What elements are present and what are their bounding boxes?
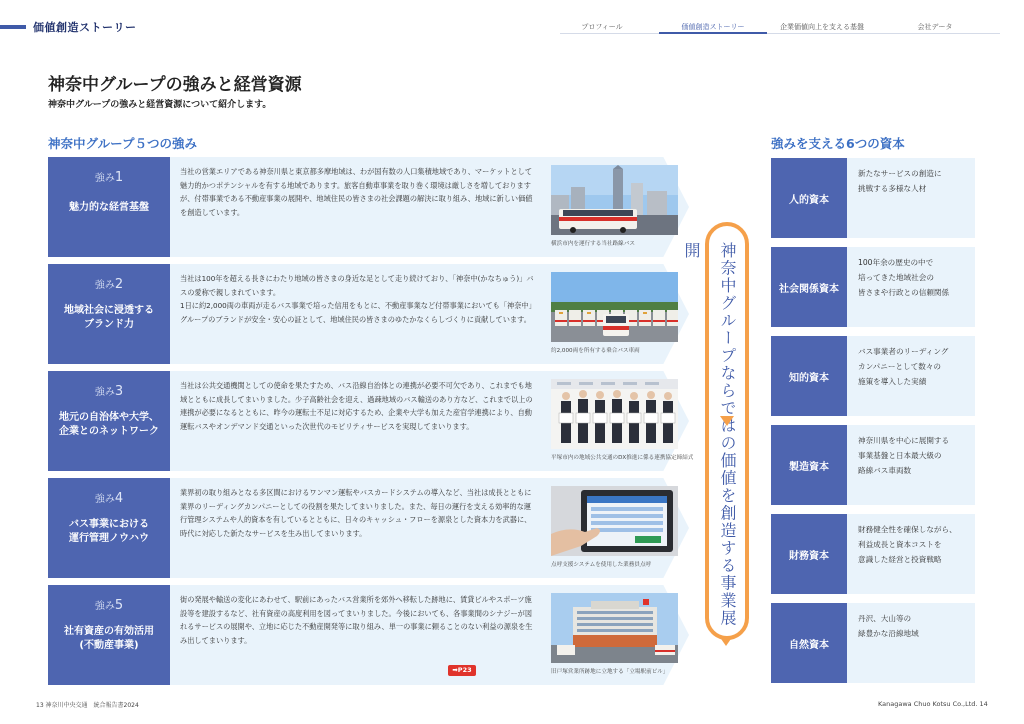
photo-caption: 約2,000両を所有する乗合バス車両: [551, 348, 640, 354]
strength-description: 業界初の取り組みとなる多区間におけるワンマン運転やバスカードシステムの導入など、当社は成長とともに業界のリーディングカンパニーとしての役割を果たしてまいりました。また、毎日の運行を支える効率的な運行管理システムや人的資本を有しているとともに、日々のキャッシュ・フローを源泉とした資本力を武器に、時代に対応した新たなサービスを生み出してまいります。: [180, 488, 532, 538]
capital-label: 財務資本: [771, 514, 847, 594]
capital-label: 自然資本: [771, 603, 847, 683]
capital-label: 製造資本: [771, 425, 847, 505]
photo-caption: 旧戸塚営業所跡地に立地する「立場駅前ビル」: [551, 669, 669, 675]
strengths-heading: 神奈中グループ５つの強み: [48, 136, 198, 151]
capitals-heading: 強みを支える6つの資本: [771, 136, 905, 151]
strength-description: 当社は100年を超える長きにわたり地域の皆さまの身近な足として走り続けており、「神奈中(かなちゅう)」バスの愛称で親しまれています。 1日に約2,000両の車両が走るバス事業で培った信用をもとに、不動産事業など付帯事業においても「神奈中」グループのブランドが安全・安心の証として、地域住民の皆さまのゆたかなくらしづくりに貢献しています。: [180, 274, 536, 324]
capital-description-box: [847, 425, 975, 505]
footer-left: 13 神奈川中央交通 統合報告書2024: [36, 702, 139, 709]
roll-call-system-photo: [551, 486, 678, 556]
strength-label-box: [48, 585, 170, 685]
nav-profile[interactable]: プロフィール: [581, 23, 623, 31]
capital-description-box: [847, 336, 975, 416]
capital-description: バス事業者のリーディング カンパニーとして数々の 施策を導入した実績: [858, 347, 949, 386]
strength-label-box: [48, 371, 170, 471]
strength-name: 社有資産の有効活用 (不動産事業): [64, 626, 154, 651]
page-title: 神奈中グループの強みと経営資源: [48, 75, 302, 95]
flow-arrow-icon: [720, 416, 734, 426]
strength-description: 当社は公共交通機関としての使命を果たすため、バス沿線自治体との連携が必要不可欠であり、これまでも地域とともに成長してまいりました。少子高齢社会を迎え、過疎地域のバス輸送のあり方など、これまで以上の連携が必要になるとともに、昨今の運転士不足に対応するため、企業や大学も加えた産官学連携により、自動運転バスやオンデマンド交通といった次世代のモビリティサービスを実現してまいります。: [180, 381, 533, 431]
page-reference-link[interactable]: ➡P23: [448, 665, 476, 676]
strength-number: 強み3: [94, 384, 124, 399]
value-creation-label: 神奈中グループならではの価値を創造する事業展開: [682, 242, 737, 627]
capital-description: 新たなサービスの創造に 挑戦する多様な人材: [858, 169, 942, 193]
capital-description: 丹沢、大山等の 緑豊かな沿線地域: [858, 614, 919, 638]
strength-number: 強み2: [94, 277, 124, 292]
photo-caption: 点呼支援システムを使用した業務員点呼: [551, 562, 652, 568]
photo-caption: 横浜市内を運行する当社路線バス: [551, 241, 635, 247]
capital-description-box: [847, 247, 975, 327]
agreement-ceremony-photo: [551, 379, 678, 449]
page-subtitle: 神奈中グループの強みと経営資源について紹介します。: [48, 100, 272, 110]
strength-row: [48, 371, 694, 471]
capital-row: [771, 158, 975, 238]
strength-row: [48, 264, 689, 364]
capital-row: [771, 514, 975, 594]
strength-label-box: [48, 157, 170, 257]
capital-description-box: [847, 158, 975, 238]
bus-fleet-photo: [551, 272, 678, 342]
nav-value-story[interactable]: 価値創造ストーリー: [681, 23, 745, 31]
strength-name: 地元の自治体や大学、 企業とのネットワーク: [59, 412, 159, 437]
capital-row: [771, 247, 975, 327]
strength-number: 強み5: [94, 598, 124, 613]
capital-description: 100年余の歴史の中で 培ってきた地域社会の 皆さまや行政との信頼関係: [858, 258, 950, 297]
capital-label: 人的資本: [771, 158, 847, 238]
capital-description: 神奈川県を中心に展開する 事業基盤と日本最大級の 路線バス車両数: [858, 436, 950, 475]
strength-name: 魅力的な経営基盤: [69, 202, 149, 213]
nav-foundation[interactable]: 企業価値向上を支える基盤: [780, 23, 864, 31]
nav-company-data[interactable]: 会社データ: [917, 23, 953, 31]
strength-number: 強み1: [94, 170, 124, 185]
bus-city-photo: [551, 165, 678, 235]
strength-number: 強み4: [94, 491, 124, 506]
capital-row: [771, 425, 975, 505]
strength-label-box: [48, 264, 170, 364]
strength-description: 当社の営業エリアである神奈川県と東京都多摩地域は、わが国有数の人口集積地域であり、マーケットとして魅力的かつポテンシャルを有する地域であります。旅客自動車事業を取り巻く環境は厳しさを増しておりますが、付帯事業である不動産事業の展開や、地域住民の皆さまの社会課題の解決に取り組み、地域に新しい価値を創造しています。: [180, 167, 533, 217]
capital-label: 社会関係資本: [771, 247, 847, 327]
capital-description: 財務健全性を確保しながら、 利益成長と資本コストを 意識した経営と投資戦略: [858, 525, 957, 564]
strength-row: [48, 157, 689, 257]
strength-row: [48, 585, 689, 685]
strength-name: バス事業における 運行管理ノウハウ: [69, 519, 149, 544]
nav-active-indicator: [659, 32, 767, 34]
strength-label-box: [48, 478, 170, 578]
nav-rule: [560, 33, 1000, 34]
strength-row: [48, 478, 689, 578]
capital-row: [771, 603, 975, 683]
header-accent-bar: [0, 25, 26, 29]
capital-label: 知的資本: [771, 336, 847, 416]
footer-right: Kanagawa Chuo Kotsu Co.,Ltd. 14: [878, 700, 988, 708]
photo-caption: 平塚市内の地域公共交通のDX推進に係る連携協定締結式: [551, 455, 694, 461]
header-section-title: 価値創造ストーリー: [33, 21, 137, 34]
strength-name: 地域社会に浸透する ブランド力: [64, 305, 154, 330]
flow-arrow-icon: [719, 636, 733, 646]
office-building-photo: [551, 593, 678, 663]
value-creation-capsule: [682, 222, 749, 640]
capital-description-box: [847, 514, 975, 594]
capital-description-box: [847, 603, 975, 683]
strength-description: 街の発展や輸送の変化にあわせて、駅前にあったバス営業所を郊外へ移転した跡地に、賃貸ビルやスポーツ施設等を建設するなど、社有資産の高度利用を図ってまいりました。今後においても、各事業間のシナジーが図れるサービスの展開や、立地に応じた不動産開発等に取り組み、単一の事業に頼ることのない利益の源泉を生み出してまいります。: [180, 595, 533, 645]
capital-row: [771, 336, 975, 416]
